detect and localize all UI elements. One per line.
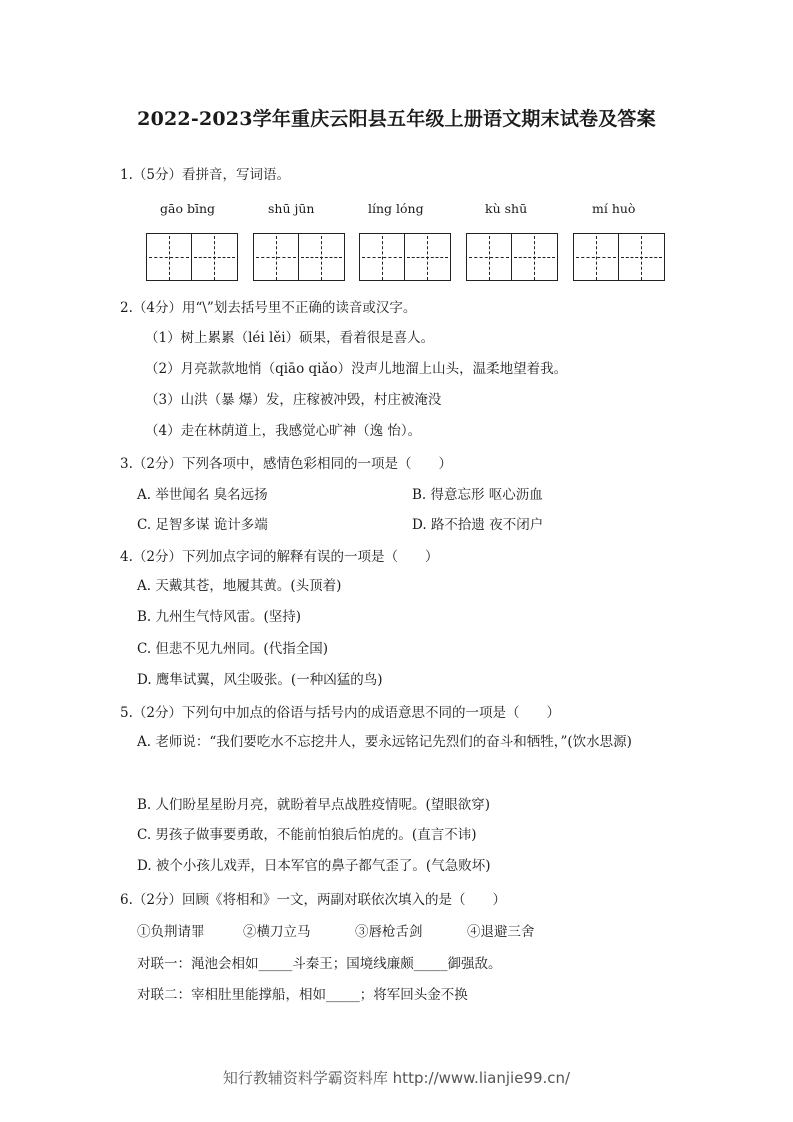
q1-pinyin-3: líng lóng [368, 201, 424, 216]
q3-option-c: C. 足智多谋 诡计多端 [137, 517, 268, 533]
q4-option-a: A. 天戴其苍，地履其黄。(头顶着) [137, 578, 342, 594]
footer-watermark: 知行教辅资料学霸资料库 http://www.lianjie99.cn/ [222, 1069, 571, 1087]
q4-option-c: C. 但悲不见九州同。(代指全国) [137, 641, 328, 657]
q3-option-a: A. 举世闻名 臭名远扬 [137, 487, 268, 503]
writing-grid-5 [573, 233, 665, 281]
q1-pinyin-2: shū jūn [268, 201, 315, 216]
q3-option-d: D. 路不拾遗 夜不闭户 [412, 517, 544, 533]
q5-option-a: A. 老师说：“我们要吃水不忘挖井人，要永远铭记先烈们的奋斗和牺牲，”(饮水思源) [137, 734, 632, 750]
q4-option-b: B. 九州生气恃风雷。(坚持) [137, 609, 302, 625]
q2-item-2: （2）月亮款款地悄（qiāo qiǎo）没声儿地溜上山头，温柔地望着我。 [145, 361, 568, 377]
q2-item-1: （1）树上累累（léi lěi）硕果，看着很是喜人。 [145, 330, 435, 346]
writing-grid-2 [253, 233, 345, 281]
q3-stem: 3.（2分）下列各项中，感情色彩相同的一项是（ ） [120, 456, 452, 472]
q6-option-3: ③唇枪舌剑 [355, 924, 423, 940]
q4-option-d: D. 鹰隼试翼，风尘吸张。(一种凶猛的鸟) [137, 672, 383, 688]
writing-grid-4 [466, 233, 558, 281]
q6-option-1: ①负荆请罪 [137, 924, 205, 940]
writing-grid-3 [359, 233, 451, 281]
page-title: 2022-2023学年重庆云阳县五年级上册语文期末试卷及答案 [137, 108, 656, 130]
q6-couplet-1: 对联一：渑池会相如_____斗秦王；国境线廉颇_____御强敌。 [137, 956, 502, 972]
q5-option-b: B. 人们盼星星盼月亮，就盼着早点战胜疫情呢。(望眼欲穿) [137, 797, 491, 813]
q6-option-2: ②横刀立马 [243, 924, 311, 940]
q5-option-c: C. 男孩子做事要勇敢，不能前怕狼后怕虎的。(直言不讳) [137, 827, 477, 843]
q1-pinyin-1: gāo bīng [160, 201, 216, 216]
q6-stem: 6.（2分）回顾《将相和》一文，两副对联依次填入的是（ ） [120, 892, 506, 908]
q2-item-4: （4）走在林荫道上，我感觉心旷神（逸 怡）。 [145, 423, 422, 439]
q1-pinyin-5: mí huò [592, 201, 636, 216]
q3-option-b: B. 得意忘形 呕心沥血 [412, 487, 543, 503]
writing-grid-1 [146, 233, 238, 281]
q6-option-4: ④退避三舍 [467, 924, 535, 940]
q1-stem: 1.（5分）看拼音，写词语。 [120, 167, 290, 183]
q2-stem: 2.（4分）用“\”划去括号里不正确的读音或汉字。 [120, 300, 417, 316]
q1-pinyin-4: kù shū [485, 201, 528, 216]
q2-item-3: （3）山洪（暴 爆）发，庄稼被冲毁，村庄被淹没 [145, 392, 442, 408]
q5-option-d: D. 被个小孩儿戏弄，日本军官的鼻子都气歪了。(气急败坏) [137, 858, 491, 874]
q5-stem: 5.（2分）下列句中加点的俗语与括号内的成语意思不同的一项是（ ） [120, 705, 560, 721]
q4-stem: 4.（2分）下列加点字词的解释有误的一项是（ ） [120, 549, 439, 565]
q6-couplet-2: 对联二：宰相肚里能撑船，相如_____；将军回头金不换 [137, 987, 468, 1003]
